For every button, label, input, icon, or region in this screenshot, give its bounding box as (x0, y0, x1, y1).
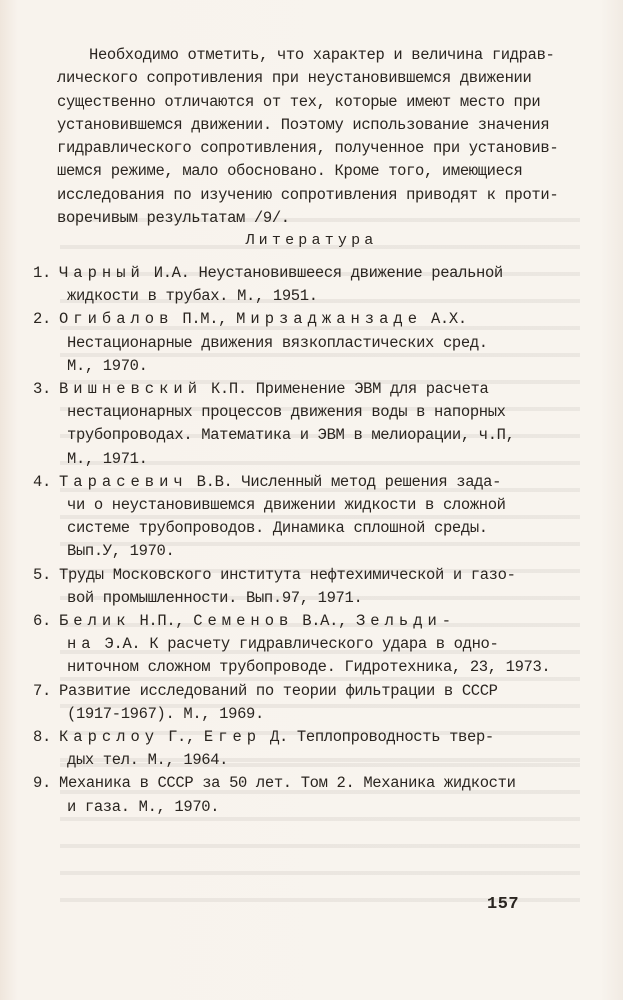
reference-number: 3. (33, 380, 51, 399)
reference-number: 5. (33, 565, 51, 584)
paragraph-line: гидравлического сопротивления, полученное при установив- (57, 139, 559, 158)
reference-text: чи о неустановившемся движении жидкости в сложной (67, 496, 506, 515)
reference-item (33, 378, 573, 471)
author-name: Семенов (193, 612, 294, 631)
reference-text: Д. Теплопроводность твер- (261, 728, 494, 747)
reference-number: 9. (33, 774, 51, 793)
reference-item (33, 564, 573, 610)
reference-item (33, 610, 573, 680)
paragraph-line: лического сопротивления при неустановившемся движении (57, 69, 532, 88)
reference-text: В.А., (293, 612, 356, 631)
reference-item (33, 262, 573, 308)
reference-text: нестационарных процессов движения воды в напорных (67, 403, 506, 422)
reference-text: и газа. М., 1970. (67, 797, 220, 816)
reference-text: В.В. Численный метод решения зада- (187, 472, 502, 491)
reference-item (33, 308, 573, 378)
paragraph-line: установившемся движении. Поэтому использование значения (57, 115, 550, 134)
reference-text: ниточном сложном трубопроводе. Гидротехника, 23, 1973. (67, 658, 551, 677)
reference-text: К.П. Применение ЭВМ для расчета (202, 380, 489, 399)
reference-list (33, 262, 573, 819)
reference-text: вой промышленности. Вып.97, 1971. (67, 588, 363, 607)
reference-text: Труды Московского института нефтехимической и газо- (59, 565, 516, 584)
paragraph-line: шемся режиме, мало обосновано. Кроме того, имеющиеся (57, 162, 523, 181)
section-heading: Литература (245, 232, 378, 249)
paragraph-line: существенно отличаются от тех, которые имеют место при (57, 92, 541, 111)
reference-text: Нестационарные движения вязкопластических сред. (67, 333, 488, 352)
reference-number: 6. (33, 612, 51, 631)
reference-number: 2. (33, 310, 51, 329)
author-name: Чарный (59, 264, 145, 282)
paragraph-line: воречивым результатам /9/. (57, 209, 290, 228)
reference-text: И.А. Неустановившееся движение реальной (144, 264, 503, 282)
reference-number: 4. (33, 472, 51, 491)
author-name: на (67, 635, 96, 654)
reference-text: М., 1970. (67, 356, 148, 375)
reference-text: Вып.У, 1970. (67, 542, 175, 561)
reference-item (33, 471, 573, 564)
author-name: Белик (59, 612, 131, 631)
reference-item (33, 680, 573, 726)
reference-text: А.Х. (422, 310, 467, 329)
reference-number: 1. (33, 264, 51, 282)
author-name: Мирзаджанзаде (236, 310, 423, 329)
author-name: Зельди- (355, 612, 457, 631)
reference-number: 8. (33, 728, 51, 747)
reference-text: системе трубопроводов. Динамика сплошной среды. (67, 519, 488, 538)
paragraph-line: исследования по изучению сопротивления приводят к проти- (57, 185, 559, 204)
reference-text: (1917-1967). М., 1969. (67, 704, 264, 723)
author-name: Карслоу (59, 728, 160, 747)
reference-text: жидкости в трубах. М., 1951. (67, 287, 318, 306)
reference-text: Механика в СССР за 50 лет. Том 2. Механика жидкости (59, 774, 516, 793)
reference-number: 7. (33, 681, 51, 700)
author-name: Вишневский (59, 380, 203, 399)
reference-item (33, 726, 573, 772)
paragraph-line: Необходимо отметить, что характер и величина гидрав- (89, 46, 555, 64)
reference-text: дых тел. М., 1964. (67, 751, 229, 770)
reference-text: П.М., (173, 310, 237, 329)
body-paragraph (57, 44, 557, 230)
page-number: 157 (487, 895, 520, 914)
author-name: Тарасевич (59, 472, 188, 491)
reference-text: Н.П., (130, 612, 194, 631)
author-name: Огибалов (59, 310, 174, 329)
reference-item (33, 772, 573, 818)
reference-text: М., 1971. (67, 449, 148, 468)
reference-text: Г., (159, 728, 204, 747)
reference-text: Э.А. К расчету гидравлического удара в одно- (95, 635, 499, 654)
reference-text: Развитие исследований по теории фильтрации в СССР (59, 681, 498, 700)
author-name: Егер (203, 728, 262, 747)
reference-text: трубопроводах. Математика и ЭВМ в мелиорации, ч.П, (67, 426, 515, 445)
